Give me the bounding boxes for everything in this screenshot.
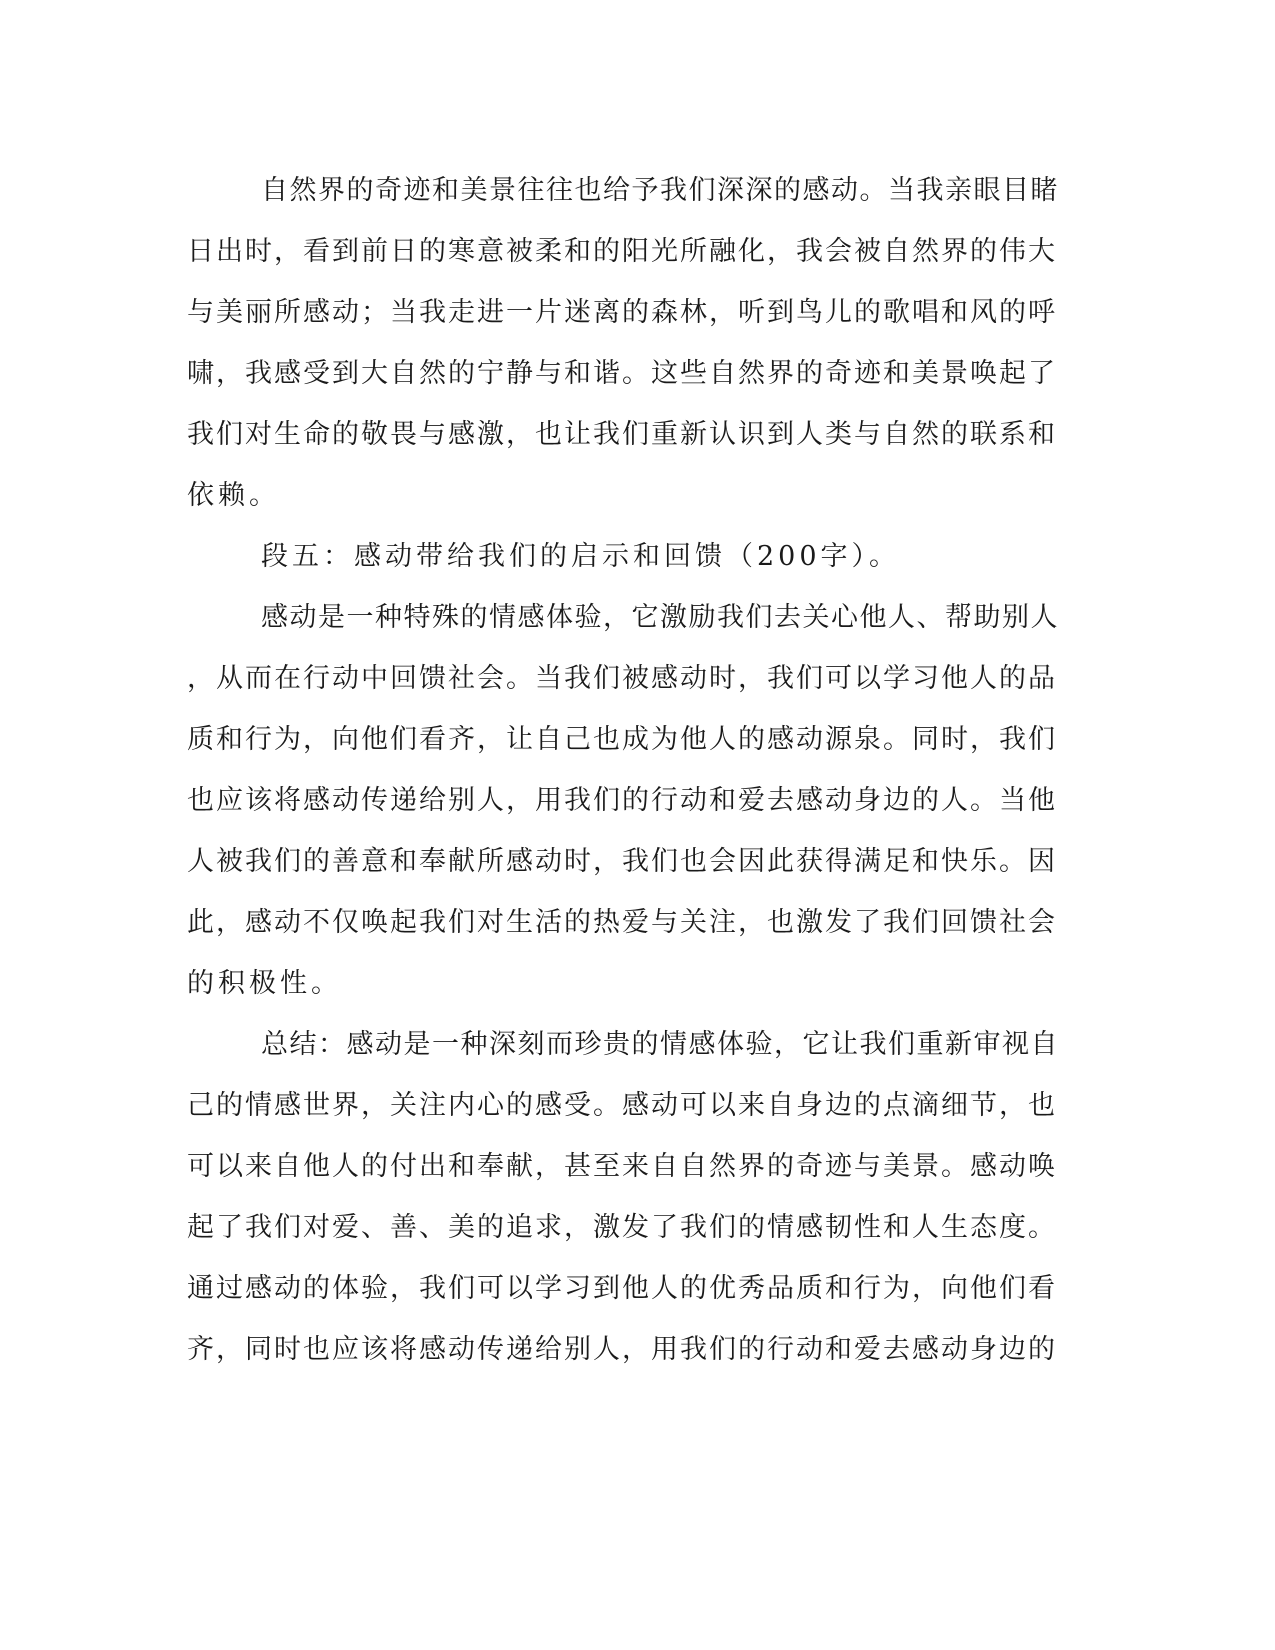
text-line: 也应该将感动传递给别人，用我们的行动和爱去感动身边的人。当他 — [187, 785, 1057, 816]
text-line: 依赖。 — [187, 480, 280, 511]
text-line: 与美丽所感动；当我走进一片迷离的森林，听到鸟儿的歌唱和风的呼 — [187, 297, 1057, 328]
text-line: 总结：感动是一种深刻而珍贵的情感体验，它让我们重新审视自 — [261, 1029, 1059, 1060]
text-line: 通过感动的体验，我们可以学习到他人的优秀品质和行为，向他们看 — [187, 1273, 1057, 1304]
text-line: 起了我们对爱、善、美的追求，激发了我们的情感韧性和人生态度。 — [187, 1212, 1057, 1243]
document-body — [187, 160, 1067, 1380]
paragraph-inspiration — [187, 587, 1067, 1014]
text-line: 己的情感世界，关注内心的感受。感动可以来自身边的点滴细节，也 — [187, 1090, 1057, 1121]
section-heading: 段五：感动带给我们的启示和回馈（200字）。 — [261, 541, 901, 572]
text-line: 我们对生命的敬畏与感激，也让我们重新认识到人类与自然的联系和 — [187, 419, 1057, 450]
text-line: 此，感动不仅唤起我们对生活的热爱与关注，也激发了我们回馈社会 — [187, 907, 1057, 938]
text-line: 的积极性。 — [187, 968, 342, 999]
section-heading-five — [187, 526, 1067, 587]
text-line: ，从而在行动中回馈社会。当我们被感动时，我们可以学习他人的品 — [187, 663, 1057, 694]
text-line: 自然界的奇迹和美景往往也给予我们深深的感动。当我亲眼目睹 — [261, 175, 1059, 206]
text-line: 日出时，看到前日的寒意被柔和的阳光所融化，我会被自然界的伟大 — [187, 236, 1057, 267]
text-line: 感动是一种特殊的情感体验，它激励我们去关心他人、帮助别人 — [261, 602, 1059, 633]
paragraph-summary — [187, 1014, 1067, 1380]
text-line: 人被我们的善意和奉献所感动时，我们也会因此获得满足和快乐。因 — [187, 846, 1057, 877]
text-line: 啸，我感受到大自然的宁静与和谐。这些自然界的奇迹和美景唤起了 — [187, 358, 1057, 389]
paragraph-nature — [187, 160, 1067, 526]
text-line: 可以来自他人的付出和奉献，甚至来自自然界的奇迹与美景。感动唤 — [187, 1151, 1057, 1182]
text-line: 质和行为，向他们看齐，让自己也成为他人的感动源泉。同时，我们 — [187, 724, 1057, 755]
text-line: 齐，同时也应该将感动传递给别人，用我们的行动和爱去感动身边的 — [187, 1334, 1057, 1365]
